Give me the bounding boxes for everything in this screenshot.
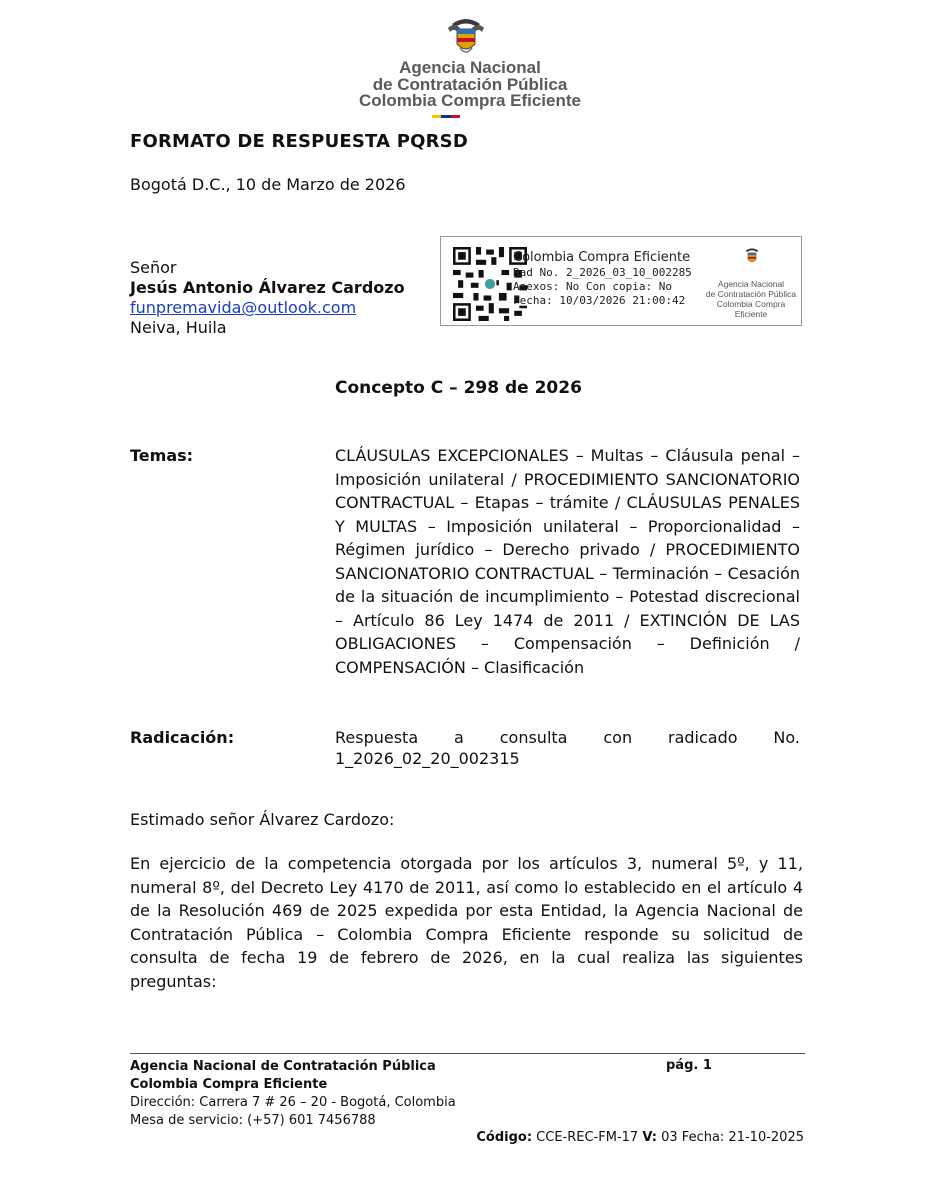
version-label: V: [642, 1130, 657, 1145]
page-number: pág. 1 [666, 1058, 712, 1073]
flag-red-stripe [451, 115, 460, 118]
document-title: FORMATO DE RESPUESTA PQRSD [130, 131, 468, 152]
body-paragraph: En ejercicio de la competencia otorgada por los artículos 3, numeral 5º, y 11, numeral 8º, del Decreto Ley 4170 de 2011, así como lo establecido en el artículo 4 de la Resolución 469 de 2025 expedida por esta Entidad, la Agencia Nacional de Contratación Pública – Colombia Compra Eficiente responde su solicitud de consulta de fecha 19 de febrero de 2026, en la cual realiza las siguientes preguntas: [130, 854, 803, 991]
code-label: Código: [476, 1130, 533, 1145]
temas-text: CLÁUSULAS EXCEPCIONALES – Multas – Cláusula penal – Imposición unilateral / PROCEDIMIENTO SANCIONATORIO CONTRACTUAL – Etapas – trámite / CLÁUSULAS PENALES Y MULTAS – Imposición unilateral – Proporcionalidad – Régimen jurídico – Derecho privado / PROCEDIMIENTO SANCIONATORIO CONTRACTUAL – Terminación – Cesación de la situación de incumplimiento – Potestad discrecional – Artículo 86 Ley 1474 de 2011 / EXTINCIÓN DE LAS OBLIGACIONES – Compensación – Definición / COMPENSACIÓN – Clasificación [335, 446, 800, 677]
agency-name-line2: de Contratación Pública [372, 75, 568, 94]
document-code-line [476, 1130, 804, 1145]
greeting: Estimado señor Álvarez Cardozo: [130, 810, 395, 829]
code-value: CCE-REC-FM-17 [532, 1130, 643, 1145]
addressee-salutation: Señor [130, 258, 177, 277]
version-value: 03 Fecha: 21-10-2025 [657, 1130, 804, 1145]
footer-service-desk: Mesa de servicio: (+57) 601 7456788 [130, 1113, 376, 1128]
radicacion-text: Respuesta a consulta con radicado No. 1_2026_02_20_002315 [335, 728, 800, 768]
addressee-email-link[interactable]: funpremavida@outlook.com [130, 298, 357, 317]
addressee-city: Neiva, Huila [130, 318, 227, 337]
flag-color-bar [432, 115, 460, 118]
radicado-stamp [440, 236, 802, 326]
flag-yellow-stripe [432, 115, 441, 118]
stamp-org-line2: de Contratación Pública [705, 289, 797, 299]
stamp-rad-number: Rad No. 2_2026_03_10_002285 [513, 266, 692, 279]
city-date: Bogotá D.C., 10 de Marzo de 2026 [130, 175, 406, 194]
footer-address: Dirección: Carrera 7 # 26 – 20 - Bogotá, Colombia [130, 1095, 456, 1110]
stamp-org-line3: Colombia Compra Eficiente [716, 299, 786, 319]
stamp-date: Fecha: 10/03/2026 21:00:42 [513, 294, 686, 307]
radicacion-label: Radicación: [130, 728, 235, 747]
footer-agency-line1: Agencia Nacional de Contratación Pública [130, 1059, 436, 1074]
coat-of-arms-icon [446, 14, 486, 58]
temas-label: Temas: [130, 446, 194, 465]
addressee-name: Jesús Antonio Álvarez Cardozo [130, 278, 405, 297]
stamp-entity-name: Colombia Compra Eficiente [513, 250, 691, 265]
stamp-annexes: Anexos: No Con copia: No [513, 280, 672, 293]
footer-divider [130, 1053, 805, 1054]
concept-title: Concepto C – 298 de 2026 [335, 378, 582, 398]
agency-name-line1: Agencia Nacional [399, 58, 541, 77]
agency-name-line3: Colombia Compra Eficiente [359, 91, 581, 110]
footer-agency-line2: Colombia Compra Eficiente [130, 1077, 328, 1092]
flag-blue-stripe [441, 115, 450, 118]
stamp-coat-of-arms-icon [743, 245, 761, 267]
stamp-org-line1: Agencia Nacional [717, 279, 785, 289]
